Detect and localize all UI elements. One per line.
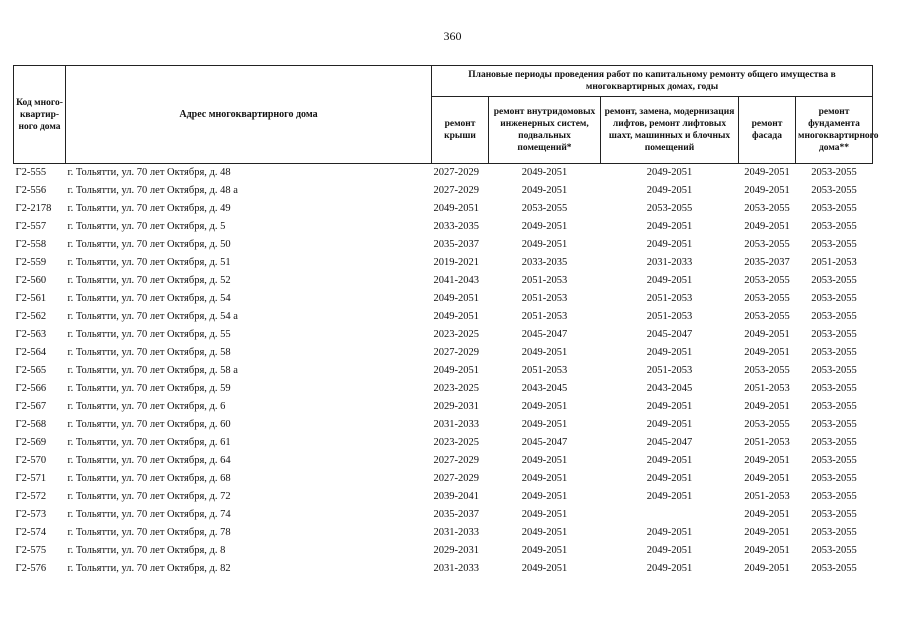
cell-engineering: 2051-2053 (521, 293, 568, 304)
cell-facade: 2049-2051 (744, 455, 790, 466)
cell-address: г. Тольятти, ул. 70 лет Октября, д. 74 (67, 509, 231, 520)
cell-facade: 2049-2051 (744, 221, 790, 232)
cell-facade: 2049-2051 (744, 509, 790, 520)
cell-roof: 2035-2037 (433, 239, 479, 250)
cell-engineering: 2049-2051 (521, 473, 568, 484)
cell-roof: 2049-2051 (433, 311, 479, 322)
header-address: Адрес многоквартирного дома (66, 66, 432, 164)
cell-engineering: 2053-2055 (521, 203, 568, 214)
cell-elevators: 2049-2051 (646, 419, 693, 430)
cell-facade: 2053-2055 (744, 419, 790, 430)
cell-foundation: 2053-2055 (811, 563, 857, 574)
cell-code: Г2-557 (15, 221, 47, 232)
header-foundation: ремонт фундамента многоквартирного дома** (796, 97, 873, 164)
table-row (14, 164, 873, 183)
cell-roof: 2039-2041 (433, 491, 479, 502)
cell-facade: 2051-2053 (744, 491, 790, 502)
table-row (14, 362, 873, 380)
table-row (14, 290, 873, 308)
cell-foundation: 2053-2055 (811, 347, 857, 358)
table-row (14, 416, 873, 434)
table-row (14, 560, 873, 578)
cell-code: Г2-555 (14, 164, 66, 183)
cell-elevators: 2049-2051 (646, 455, 693, 466)
cell-foundation: 2053-2055 (811, 455, 857, 466)
cell-facade: 2049-2051 (744, 473, 790, 484)
cell-roof: 2031-2033 (433, 527, 479, 538)
cell-foundation: 2053-2055 (811, 437, 857, 448)
cell-elevators: 2049-2051 (646, 347, 693, 358)
cell-elevators: 2051-2053 (646, 311, 693, 322)
cell-roof: 2023-2025 (433, 437, 479, 448)
cell-facade: 2049-2051 (744, 563, 790, 574)
cell-roof: 2049-2051 (433, 293, 479, 304)
cell-foundation: 2051-2053 (811, 257, 857, 268)
cell-roof: 2049-2051 (433, 365, 479, 376)
cell-roof: 2033-2035 (433, 221, 479, 232)
table-body (14, 164, 873, 579)
cell-roof: 2023-2025 (433, 383, 479, 394)
table-row (14, 524, 873, 542)
cell-engineering: 2049-2051 (521, 347, 568, 358)
cell-engineering: 2049-2051 (521, 455, 568, 466)
cell-facade: 2053-2055 (744, 365, 790, 376)
cell-foundation: 2053-2055 (811, 473, 857, 484)
table-row (14, 506, 873, 524)
cell-roof: 2029-2031 (433, 545, 479, 556)
page-number: 360 (443, 29, 462, 43)
cell-elevators: 2045-2047 (646, 329, 693, 340)
cell-elevators: 2045-2047 (646, 437, 693, 448)
cell-code: Г2-572 (15, 491, 47, 502)
cell-facade: 2049-2051 (744, 527, 790, 538)
cell-facade: 2049-2051 (744, 401, 790, 412)
cell-code: Г2-568 (15, 419, 47, 430)
cell-address: г. Тольятти, ул. 70 лет Октября, д. 82 (67, 563, 231, 574)
cell-engineering: 2049-2051 (521, 185, 568, 196)
cell-elevators (601, 506, 739, 524)
cell-foundation: 2053-2055 (811, 383, 857, 394)
cell-elevators: 2049-2051 (646, 545, 693, 556)
cell-code: Г2-575 (15, 545, 47, 556)
cell-code: Г2-574 (15, 527, 47, 538)
cell-roof: 2041-2043 (433, 275, 479, 286)
cell-address: г. Тольятти, ул. 70 лет Октября, д. 48 (66, 164, 432, 183)
cell-address: г. Тольятти, ул. 70 лет Октября, д. 64 (67, 455, 231, 466)
cell-foundation: 2053-2055 (811, 365, 857, 376)
cell-address: г. Тольятти, ул. 70 лет Октября, д. 54 (67, 293, 231, 304)
cell-roof: 2049-2051 (433, 203, 479, 214)
cell-engineering: 2051-2053 (521, 365, 568, 376)
cell-address: г. Тольятти, ул. 70 лет Октября, д. 58 а (67, 365, 238, 376)
table-row (14, 470, 873, 488)
cell-elevators: 2049-2051 (646, 275, 693, 286)
cell-foundation: 2053-2055 (811, 239, 857, 250)
cell-address: г. Тольятти, ул. 70 лет Октября, д. 60 (67, 419, 231, 430)
cell-facade: 2049-2051 (744, 329, 790, 340)
cell-roof: 2019-2021 (433, 257, 479, 268)
cell-foundation: 2053-2055 (811, 275, 857, 286)
cell-facade: 2049-2051 (744, 185, 790, 196)
cell-elevators: 2053-2055 (646, 203, 693, 214)
cell-elevators: 2051-2053 (646, 365, 693, 376)
cell-roof: 2027-2029 (433, 185, 479, 196)
cell-foundation: 2053-2055 (811, 329, 857, 340)
table-row (14, 344, 873, 362)
cell-facade: 2053-2055 (744, 239, 790, 250)
cell-elevators: 2049-2051 (646, 185, 693, 196)
cell-code: Г2-2178 (15, 203, 52, 214)
cell-facade: 2035-2037 (744, 257, 790, 268)
cell-elevators: 2049-2051 (601, 164, 739, 183)
cell-facade: 2051-2053 (744, 437, 790, 448)
table-row (14, 272, 873, 290)
cell-facade: 2053-2055 (744, 275, 790, 286)
cell-engineering: 2049-2051 (521, 239, 568, 250)
cell-code: Г2-569 (15, 437, 47, 448)
cell-code: Г2-576 (15, 563, 47, 574)
cell-facade: 2053-2055 (744, 203, 790, 214)
cell-elevators: 2049-2051 (646, 563, 693, 574)
cell-address: г. Тольятти, ул. 70 лет Октября, д. 72 (67, 491, 231, 502)
cell-code: Г2-570 (15, 455, 47, 466)
cell-roof: 2031-2033 (433, 563, 479, 574)
table-row (14, 434, 873, 452)
cell-foundation: 2053-2055 (796, 164, 873, 183)
cell-engineering: 2049-2051 (521, 563, 568, 574)
cell-roof: 2027-2029 (433, 473, 479, 484)
cell-address: г. Тольятти, ул. 70 лет Октября, д. 54 а (67, 311, 238, 322)
cell-elevators: 2049-2051 (646, 473, 693, 484)
cell-roof: 2027-2029 (433, 455, 479, 466)
cell-address: г. Тольятти, ул. 70 лет Октября, д. 78 (67, 527, 231, 538)
cell-elevators: 2049-2051 (646, 527, 693, 538)
cell-facade: 2049-2051 (739, 164, 796, 183)
cell-address: г. Тольятти, ул. 70 лет Октября, д. 61 (67, 437, 231, 448)
cell-foundation: 2053-2055 (811, 311, 857, 322)
cell-foundation: 2053-2055 (811, 491, 857, 502)
table-row (14, 542, 873, 560)
cell-facade: 2053-2055 (744, 311, 790, 322)
cell-address: г. Тольятти, ул. 70 лет Октября, д. 49 (67, 203, 231, 214)
cell-elevators: 2049-2051 (646, 239, 693, 250)
cell-code: Г2-567 (15, 401, 47, 412)
cell-foundation: 2053-2055 (811, 401, 857, 412)
table-row (14, 452, 873, 470)
cell-facade: 2053-2055 (744, 293, 790, 304)
cell-engineering: 2045-2047 (521, 329, 568, 340)
cell-foundation: 2053-2055 (811, 221, 857, 232)
table-row (14, 488, 873, 506)
cell-foundation: 2053-2055 (811, 527, 857, 538)
cell-elevators: 2051-2053 (646, 293, 693, 304)
cell-roof: 2029-2031 (433, 401, 479, 412)
cell-foundation: 2053-2055 (811, 419, 857, 430)
cell-roof: 2027-2029 (432, 164, 489, 183)
cell-address: г. Тольятти, ул. 70 лет Октября, д. 52 (67, 275, 231, 286)
cell-facade: 2051-2053 (744, 383, 790, 394)
table-row (14, 236, 873, 254)
cell-code: Г2-561 (15, 293, 47, 304)
header-planned-periods: Плановые периоды проведения работ по капитальному ремонту общего имущества в многоквартирных домах, годы (432, 66, 873, 97)
cell-engineering: 2033-2035 (521, 257, 568, 268)
cell-engineering: 2049-2051 (521, 509, 568, 520)
cell-code: Г2-559 (15, 257, 47, 268)
cell-code: Г2-573 (15, 509, 47, 520)
cell-elevators: 2031-2033 (646, 257, 693, 268)
cell-address: г. Тольятти, ул. 70 лет Октября, д. 55 (67, 329, 231, 340)
cell-code: Г2-558 (15, 239, 47, 250)
cell-roof: 2023-2025 (433, 329, 479, 340)
cell-engineering: 2049-2051 (521, 221, 568, 232)
capital-repair-table (13, 65, 879, 578)
header-elevators: ремонт, замена, модернизация лифтов, ремонт лифтовых шахт, машинных и блочных помещений (601, 97, 739, 164)
cell-engineering: 2045-2047 (521, 437, 568, 448)
header-engineering: ремонт внутридомовых инженерных систем, подвальных помещений* (489, 97, 601, 164)
cell-foundation: 2053-2055 (811, 545, 857, 556)
cell-code: Г2-571 (15, 473, 47, 484)
cell-facade: 2049-2051 (744, 545, 790, 556)
table-row (14, 398, 873, 416)
cell-code: Г2-562 (15, 311, 47, 322)
cell-code: Г2-564 (15, 347, 47, 358)
cell-engineering: 2049-2051 (489, 164, 601, 183)
cell-address: г. Тольятти, ул. 70 лет Октября, д. 68 (67, 473, 231, 484)
cell-engineering: 2051-2053 (521, 311, 568, 322)
cell-foundation: 2053-2055 (811, 293, 857, 304)
cell-address: г. Тольятти, ул. 70 лет Октября, д. 6 (67, 401, 226, 412)
cell-foundation: 2053-2055 (811, 509, 857, 520)
cell-address: г. Тольятти, ул. 70 лет Октября, д. 59 (67, 383, 231, 394)
cell-facade: 2049-2051 (744, 347, 790, 358)
cell-elevators: 2049-2051 (646, 491, 693, 502)
cell-engineering: 2049-2051 (521, 419, 568, 430)
header-roof: ремонт крыши (432, 97, 489, 164)
cell-code: Г2-556 (15, 185, 47, 196)
table-row (14, 380, 873, 398)
table-row (14, 182, 873, 200)
cell-engineering: 2049-2051 (521, 491, 568, 502)
cell-address: г. Тольятти, ул. 70 лет Октября, д. 5 (67, 221, 226, 232)
table-row (14, 218, 873, 236)
cell-address: г. Тольятти, ул. 70 лет Октября, д. 50 (67, 239, 231, 250)
table-row (14, 254, 873, 272)
cell-engineering: 2043-2045 (521, 383, 568, 394)
table-row (14, 308, 873, 326)
cell-address: г. Тольятти, ул. 70 лет Октября, д. 48 а (67, 185, 238, 196)
cell-engineering: 2049-2051 (521, 545, 568, 556)
cell-address: г. Тольятти, ул. 70 лет Октября, д. 58 (67, 347, 231, 358)
cell-roof: 2031-2033 (433, 419, 479, 430)
header-facade: ремонт фасада (739, 97, 796, 164)
cell-address: г. Тольятти, ул. 70 лет Октября, д. 51 (67, 257, 231, 268)
cell-code: Г2-565 (15, 365, 47, 376)
cell-roof: 2035-2037 (433, 509, 479, 520)
cell-engineering: 2049-2051 (521, 527, 568, 538)
table-row (14, 326, 873, 344)
cell-code: Г2-566 (15, 383, 47, 394)
cell-elevators: 2049-2051 (646, 221, 693, 232)
cell-engineering: 2051-2053 (521, 275, 568, 286)
cell-elevators: 2043-2045 (646, 383, 693, 394)
table-row (14, 200, 873, 218)
cell-code: Г2-563 (15, 329, 47, 340)
cell-elevators: 2049-2051 (646, 401, 693, 412)
cell-engineering: 2049-2051 (521, 401, 568, 412)
cell-foundation: 2053-2055 (811, 185, 857, 196)
cell-address: г. Тольятти, ул. 70 лет Октября, д. 8 (67, 545, 226, 556)
header-code: Код много-квартир-ного дома (14, 66, 66, 164)
cell-roof: 2027-2029 (433, 347, 479, 358)
cell-foundation: 2053-2055 (811, 203, 857, 214)
cell-code: Г2-560 (15, 275, 47, 286)
